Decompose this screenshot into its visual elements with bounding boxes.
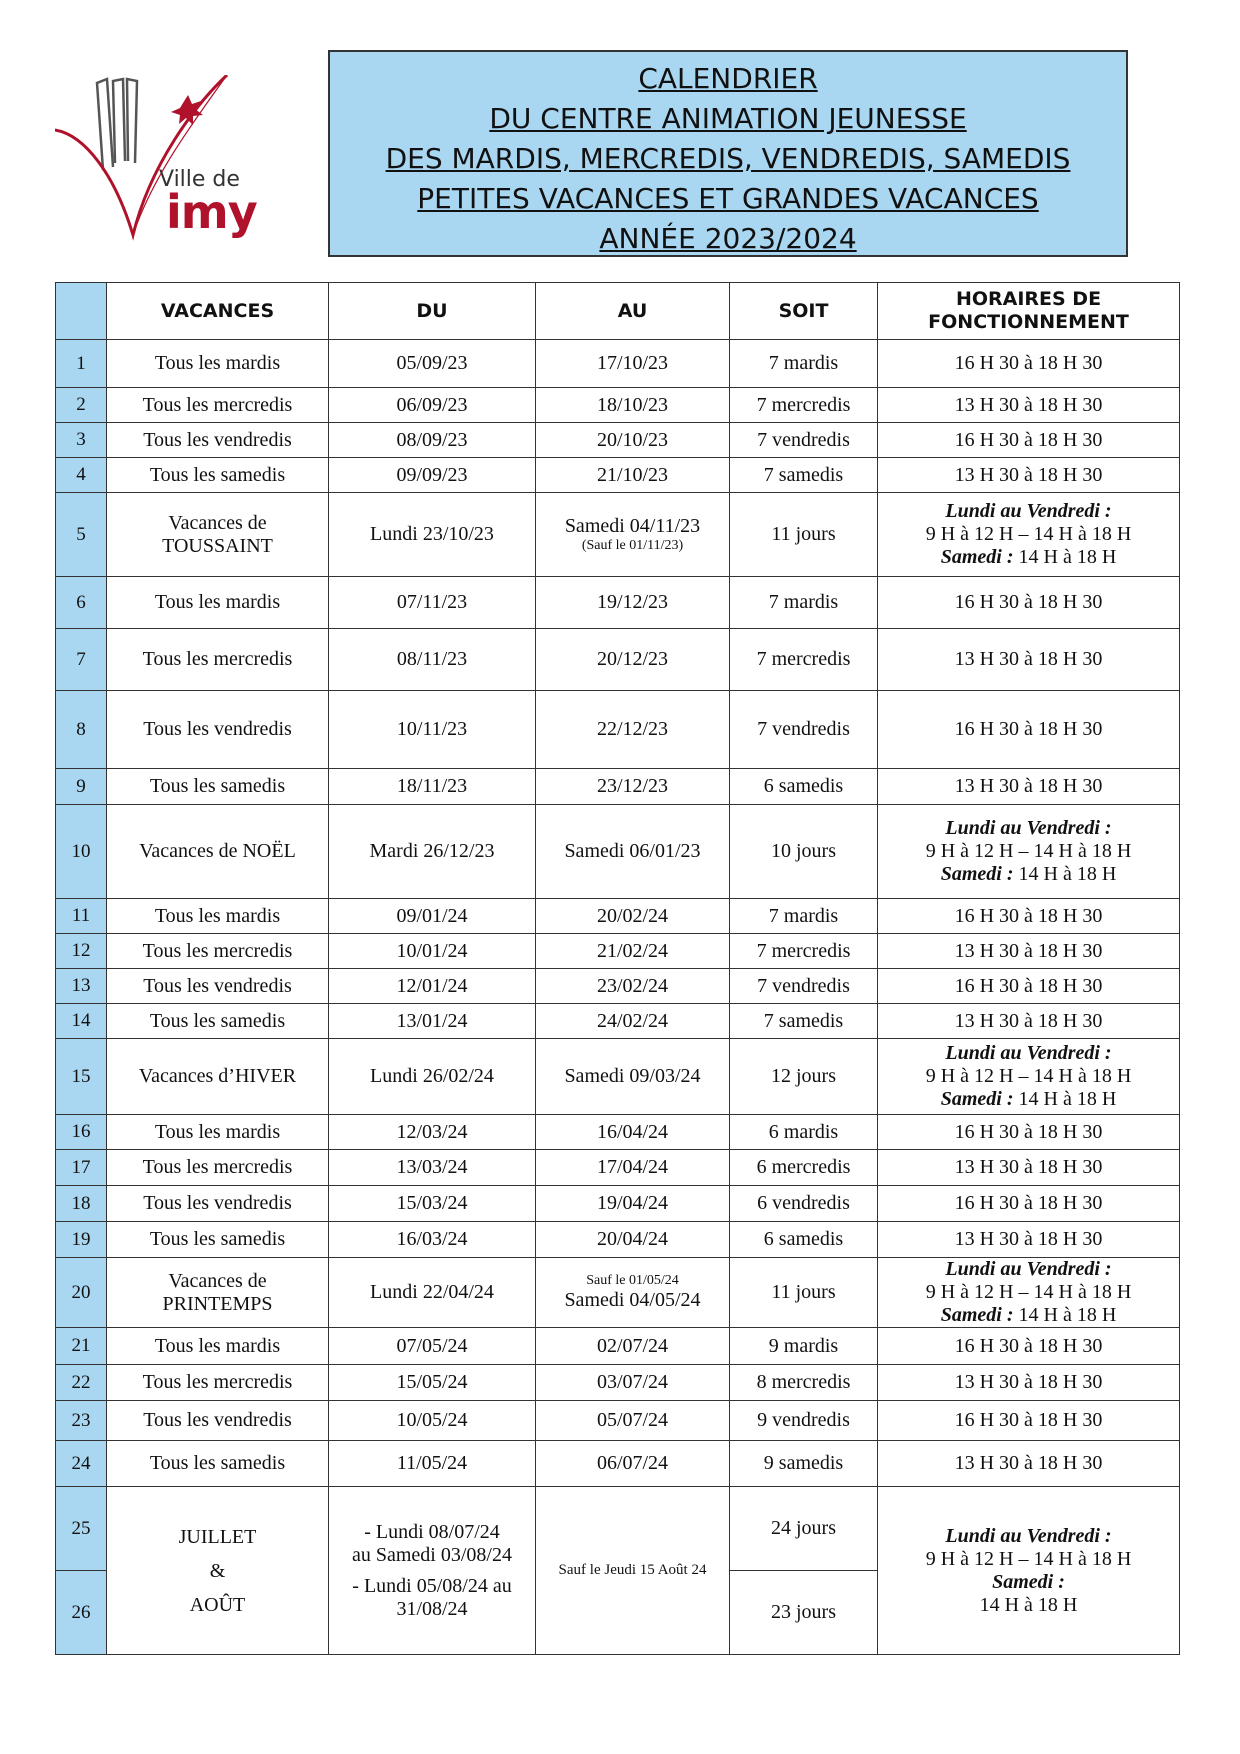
cell-au: 21/10/23 <box>536 458 730 493</box>
cell-soit: 7 mercredis <box>730 388 878 423</box>
cell-soit: 6 vendredis <box>730 1186 878 1222</box>
cell-horaires: 16 H 30 à 18 H 30 <box>878 1186 1180 1222</box>
cell-au: 20/12/23 <box>536 629 730 691</box>
cell-horaires: 16 H 30 à 18 H 30 <box>878 340 1180 388</box>
cell-num: 4 <box>56 458 107 493</box>
cell-horaires: 16 H 30 à 18 H 30 <box>878 1401 1180 1441</box>
cell-num: 16 <box>56 1115 107 1150</box>
cell-soit: 23 jours <box>730 1571 878 1655</box>
cell-horaires: 13 H 30 à 18 H 30 <box>878 1222 1180 1258</box>
table-row <box>56 1401 1180 1441</box>
title-line-2: DU CENTRE ANIMATION JEUNESSE <box>489 102 967 135</box>
cell-au: 22/12/23 <box>536 691 730 769</box>
cell-horaires: 16 H 30 à 18 H 30 <box>878 423 1180 458</box>
cell-vacances: Tous les mardis <box>107 1328 329 1365</box>
cell-du: 05/09/23 <box>329 340 536 388</box>
cell-vacances-2: TOUSSAINT <box>162 534 273 557</box>
cell-num: 3 <box>56 423 107 458</box>
cell-soit: 24 jours <box>730 1487 878 1571</box>
summer-du-2a: - Lundi 05/08/24 au <box>352 1574 512 1597</box>
cell-vacances: Vacances d’HIVER <box>107 1039 329 1115</box>
weekday-label: Lundi au Vendredi : <box>945 817 1112 839</box>
cell-horaires <box>878 493 1180 577</box>
cell-num: 18 <box>56 1186 107 1222</box>
cell-au: 21/02/24 <box>536 934 730 969</box>
cell-du: Mardi 26/12/23 <box>329 805 536 899</box>
title-line-3: DES MARDIS, MERCREDIS, VENDREDIS, SAMEDIS <box>385 142 1071 175</box>
logo-vimy-text <box>151 185 257 239</box>
cell-vacances: Tous les samedis <box>107 769 329 805</box>
vimy-logo <box>55 75 270 245</box>
cell-du: Lundi 23/10/23 <box>329 493 536 577</box>
cell-num: 7 <box>56 629 107 691</box>
cell-au-date: Samedi 04/11/23 <box>564 515 701 537</box>
cell-vacances-2: PRINTEMPS <box>162 1292 273 1315</box>
weekday-label: Lundi au Vendredi : <box>945 1042 1112 1064</box>
cell-num: 22 <box>56 1365 107 1401</box>
summer-du-1b: au Samedi 03/08/24 <box>352 1543 512 1566</box>
cell-au: 17/10/23 <box>536 340 730 388</box>
cell-du: 07/05/24 <box>329 1328 536 1365</box>
cell-au: 18/10/23 <box>536 388 730 423</box>
cell-vacances: Tous les vendredis <box>107 1401 329 1441</box>
saturday-label: Samedi : <box>940 546 1014 568</box>
cell-soit: 7 samedis <box>730 458 878 493</box>
cell-au-note: (Sauf le 01/11/23) <box>581 538 684 553</box>
cell-au: 23/02/24 <box>536 969 730 1004</box>
cell-vacances: Tous les vendredis <box>107 1186 329 1222</box>
cell-du: 15/05/24 <box>329 1365 536 1401</box>
cell-num: 6 <box>56 577 107 629</box>
cell-horaires <box>878 805 1180 899</box>
cell-soit: 7 vendredis <box>730 691 878 769</box>
cell-num: 2 <box>56 388 107 423</box>
cell-vacances-1: Vacances de <box>168 511 267 534</box>
table-row <box>56 493 1180 577</box>
table-row <box>56 458 1180 493</box>
title-line-5: ANNÉE 2023/2024 <box>599 222 857 255</box>
cell-au: 05/07/24 <box>536 1401 730 1441</box>
cell-vacances: Tous les mercredis <box>107 1365 329 1401</box>
table-row <box>56 805 1180 899</box>
header-horaires-1: HORAIRES DE <box>955 288 1102 310</box>
cell-vacances: Tous les mardis <box>107 340 329 388</box>
cell-num: 13 <box>56 969 107 1004</box>
table-row <box>56 899 1180 934</box>
table-row <box>56 423 1180 458</box>
cell-soit: 8 mercredis <box>730 1365 878 1401</box>
cell-num: 19 <box>56 1222 107 1258</box>
cell-soit: 6 samedis <box>730 769 878 805</box>
cell-horaires: 16 H 30 à 18 H 30 <box>878 1115 1180 1150</box>
cell-vacances: Tous les mardis <box>107 577 329 629</box>
cell-vacances: Tous les mercredis <box>107 1150 329 1186</box>
cell-horaires: 13 H 30 à 18 H 30 <box>878 934 1180 969</box>
cell-num: 1 <box>56 340 107 388</box>
table-row <box>56 769 1180 805</box>
cell-soit: 7 mardis <box>730 899 878 934</box>
table-row <box>56 1365 1180 1401</box>
table-row <box>56 340 1180 388</box>
cell-vacances: Tous les samedis <box>107 458 329 493</box>
cell-vacances: Tous les vendredis <box>107 969 329 1004</box>
cell-num: 21 <box>56 1328 107 1365</box>
cell-vacances <box>107 1258 329 1328</box>
saturday-label: Samedi : <box>992 1570 1065 1593</box>
saturday-hours: 14 H à 18 H <box>1018 546 1117 568</box>
table-row <box>56 1258 1180 1328</box>
logo-vimy-word: imy <box>151 185 257 239</box>
cell-horaires: 13 H 30 à 18 H 30 <box>878 1150 1180 1186</box>
saturday-label: Samedi : <box>940 1304 1014 1326</box>
cell-soit: 7 samedis <box>730 1004 878 1039</box>
cell-au: 24/02/24 <box>536 1004 730 1039</box>
cell-au: 02/07/24 <box>536 1328 730 1365</box>
cell-du: Lundi 22/04/24 <box>329 1258 536 1328</box>
cell-au: 20/10/23 <box>536 423 730 458</box>
cell-soit: 11 jours <box>730 1258 878 1328</box>
weekday-hours: 9 H à 12 H – 14 H à 18 H <box>925 1281 1132 1303</box>
cell-vacances-1: Vacances de <box>168 1269 267 1292</box>
cell-au: 23/12/23 <box>536 769 730 805</box>
cell-soit: 7 mercredis <box>730 934 878 969</box>
cell-soit: 9 vendredis <box>730 1401 878 1441</box>
title-line-1: CALENDRIER <box>638 62 818 95</box>
cell-num: 10 <box>56 805 107 899</box>
weekday-hours: 9 H à 12 H – 14 H à 18 H <box>925 523 1132 545</box>
cell-au: 19/12/23 <box>536 577 730 629</box>
saturday-hours: 14 H à 18 H <box>1018 1304 1117 1326</box>
table-row <box>56 388 1180 423</box>
cell-du: 10/01/24 <box>329 934 536 969</box>
cell-num: 24 <box>56 1441 107 1487</box>
cell-horaires: 16 H 30 à 18 H 30 <box>878 577 1180 629</box>
saturday-hours: 14 H à 18 H <box>979 1593 1078 1616</box>
header-vacances: VACANCES <box>107 283 329 340</box>
cell-du: 15/03/24 <box>329 1186 536 1222</box>
cell-du: 13/03/24 <box>329 1150 536 1186</box>
table-row <box>56 969 1180 1004</box>
table-row <box>56 1039 1180 1115</box>
table-row <box>56 1222 1180 1258</box>
cell-vacances-summer <box>107 1487 329 1655</box>
header-num <box>56 283 107 340</box>
table-row <box>56 1186 1180 1222</box>
cell-au-summer: Sauf le Jeudi 15 Août 24 <box>536 1487 730 1655</box>
cell-au-date: Samedi 04/05/24 <box>564 1289 701 1311</box>
cell-horaires: 16 H 30 à 18 H 30 <box>878 899 1180 934</box>
cell-vacances: Tous les mardis <box>107 899 329 934</box>
cell-horaires <box>878 1039 1180 1115</box>
cell-vacances: Tous les mercredis <box>107 934 329 969</box>
cell-au <box>536 493 730 577</box>
cell-horaires: 16 H 30 à 18 H 30 <box>878 1328 1180 1365</box>
cell-num: 8 <box>56 691 107 769</box>
summer-aout: AOÛT <box>189 1593 246 1616</box>
cell-num: 12 <box>56 934 107 969</box>
cell-du-summer <box>329 1487 536 1655</box>
cell-vacances: Tous les mercredis <box>107 388 329 423</box>
table-row <box>56 629 1180 691</box>
table-header-row <box>56 283 1180 340</box>
cell-vacances: Tous les samedis <box>107 1441 329 1487</box>
cell-au-note: Sauf le 01/05/24 <box>586 1273 679 1288</box>
table-row <box>56 691 1180 769</box>
weekday-label: Lundi au Vendredi : <box>945 1258 1112 1280</box>
header-soit: SOIT <box>730 283 878 340</box>
cell-au: 16/04/24 <box>536 1115 730 1150</box>
cell-horaires: 13 H 30 à 18 H 30 <box>878 769 1180 805</box>
table-row <box>56 577 1180 629</box>
table-row <box>56 1441 1180 1487</box>
cell-au: 17/04/24 <box>536 1150 730 1186</box>
table-row <box>56 1328 1180 1365</box>
cell-vacances: Tous les samedis <box>107 1222 329 1258</box>
cell-vacances: Tous les mercredis <box>107 629 329 691</box>
cell-soit: 9 samedis <box>730 1441 878 1487</box>
cell-soit: 7 vendredis <box>730 969 878 1004</box>
cell-soit: 7 mercredis <box>730 629 878 691</box>
cell-au <box>536 1258 730 1328</box>
title-line-4: PETITES VACANCES ET GRANDES VACANCES <box>417 182 1039 215</box>
cell-vacances: Tous les vendredis <box>107 691 329 769</box>
cell-horaires: 13 H 30 à 18 H 30 <box>878 1365 1180 1401</box>
header-horaires <box>878 283 1180 340</box>
cell-du: 06/09/23 <box>329 388 536 423</box>
cell-num: 17 <box>56 1150 107 1186</box>
weekday-hours: 9 H à 12 H – 14 H à 18 H <box>925 1065 1132 1087</box>
weekday-hours: 9 H à 12 H – 14 H à 18 H <box>925 840 1132 862</box>
table-row <box>56 934 1180 969</box>
summer-juillet: JUILLET <box>178 1525 257 1548</box>
summer-amp: & <box>209 1559 226 1582</box>
cell-du: 12/03/24 <box>329 1115 536 1150</box>
cell-num: 15 <box>56 1039 107 1115</box>
cell-au: 20/02/24 <box>536 899 730 934</box>
cell-horaires: 13 H 30 à 18 H 30 <box>878 1441 1180 1487</box>
saturday-label: Samedi : <box>940 863 1014 885</box>
cell-soit: 11 jours <box>730 493 878 577</box>
cell-num: 9 <box>56 769 107 805</box>
cell-soit: 9 mardis <box>730 1328 878 1365</box>
weekday-label: Lundi au Vendredi : <box>945 500 1112 522</box>
saturday-hours: 14 H à 18 H <box>1018 863 1117 885</box>
cell-du: 07/11/23 <box>329 577 536 629</box>
cell-du: 11/05/24 <box>329 1441 536 1487</box>
cell-au: 20/04/24 <box>536 1222 730 1258</box>
cell-num: 11 <box>56 899 107 934</box>
cell-soit: 6 samedis <box>730 1222 878 1258</box>
cell-vacances: Tous les vendredis <box>107 423 329 458</box>
cell-num: 5 <box>56 493 107 577</box>
logo-ville-text: Ville de <box>159 167 240 192</box>
cell-du: 08/09/23 <box>329 423 536 458</box>
cell-vacances <box>107 493 329 577</box>
cell-num: 23 <box>56 1401 107 1441</box>
table-row <box>56 1115 1180 1150</box>
saturday-hours: 14 H à 18 H <box>1018 1088 1117 1110</box>
summer-du-2b: 31/08/24 <box>396 1597 468 1620</box>
cell-du: Lundi 26/02/24 <box>329 1039 536 1115</box>
cell-au: 03/07/24 <box>536 1365 730 1401</box>
cell-vacances: Tous les samedis <box>107 1004 329 1039</box>
cell-horaires: 13 H 30 à 18 H 30 <box>878 629 1180 691</box>
header-horaires-2: FONCTIONNEMENT <box>928 311 1129 333</box>
weekday-hours: 9 H à 12 H – 14 H à 18 H <box>925 1547 1132 1570</box>
cell-du: 13/01/24 <box>329 1004 536 1039</box>
cell-soit: 7 mardis <box>730 577 878 629</box>
cell-du: 12/01/24 <box>329 969 536 1004</box>
cell-soit: 6 mardis <box>730 1115 878 1150</box>
cell-du: 09/01/24 <box>329 899 536 934</box>
table-row <box>56 1487 1180 1571</box>
table-row <box>56 1150 1180 1186</box>
cell-au: 19/04/24 <box>536 1186 730 1222</box>
cell-num: 26 <box>56 1571 107 1655</box>
cell-soit: 6 mercredis <box>730 1150 878 1186</box>
cell-horaires: 13 H 30 à 18 H 30 <box>878 1004 1180 1039</box>
title-box <box>328 50 1128 257</box>
cell-soit: 12 jours <box>730 1039 878 1115</box>
cell-au: Samedi 09/03/24 <box>536 1039 730 1115</box>
cell-vacances: Tous les mardis <box>107 1115 329 1150</box>
cell-horaires <box>878 1258 1180 1328</box>
cell-du: 10/05/24 <box>329 1401 536 1441</box>
cell-du: 09/09/23 <box>329 458 536 493</box>
cell-horaires: 16 H 30 à 18 H 30 <box>878 691 1180 769</box>
cell-soit: 10 jours <box>730 805 878 899</box>
cell-du: 16/03/24 <box>329 1222 536 1258</box>
cell-soit: 7 mardis <box>730 340 878 388</box>
cell-num: 25 <box>56 1487 107 1571</box>
cell-num: 20 <box>56 1258 107 1328</box>
calendar-table <box>55 282 1180 1655</box>
cell-du: 18/11/23 <box>329 769 536 805</box>
header-au: AU <box>536 283 730 340</box>
cell-horaires: 13 H 30 à 18 H 30 <box>878 388 1180 423</box>
table-body <box>56 340 1180 1655</box>
cell-du: 10/11/23 <box>329 691 536 769</box>
cell-horaires: 16 H 30 à 18 H 30 <box>878 969 1180 1004</box>
cell-du: 08/11/23 <box>329 629 536 691</box>
cell-horaires-summer <box>878 1487 1180 1655</box>
cell-au: Samedi 06/01/23 <box>536 805 730 899</box>
weekday-label: Lundi au Vendredi : <box>945 1524 1112 1547</box>
saturday-label: Samedi : <box>940 1088 1014 1110</box>
cell-vacances: Vacances de NOËL <box>107 805 329 899</box>
cell-au: 06/07/24 <box>536 1441 730 1487</box>
cell-horaires: 13 H 30 à 18 H 30 <box>878 458 1180 493</box>
table-row <box>56 1004 1180 1039</box>
cell-num: 14 <box>56 1004 107 1039</box>
header-du: DU <box>329 283 536 340</box>
cell-soit: 7 vendredis <box>730 423 878 458</box>
summer-du-1a: - Lundi 08/07/24 <box>364 1520 500 1543</box>
